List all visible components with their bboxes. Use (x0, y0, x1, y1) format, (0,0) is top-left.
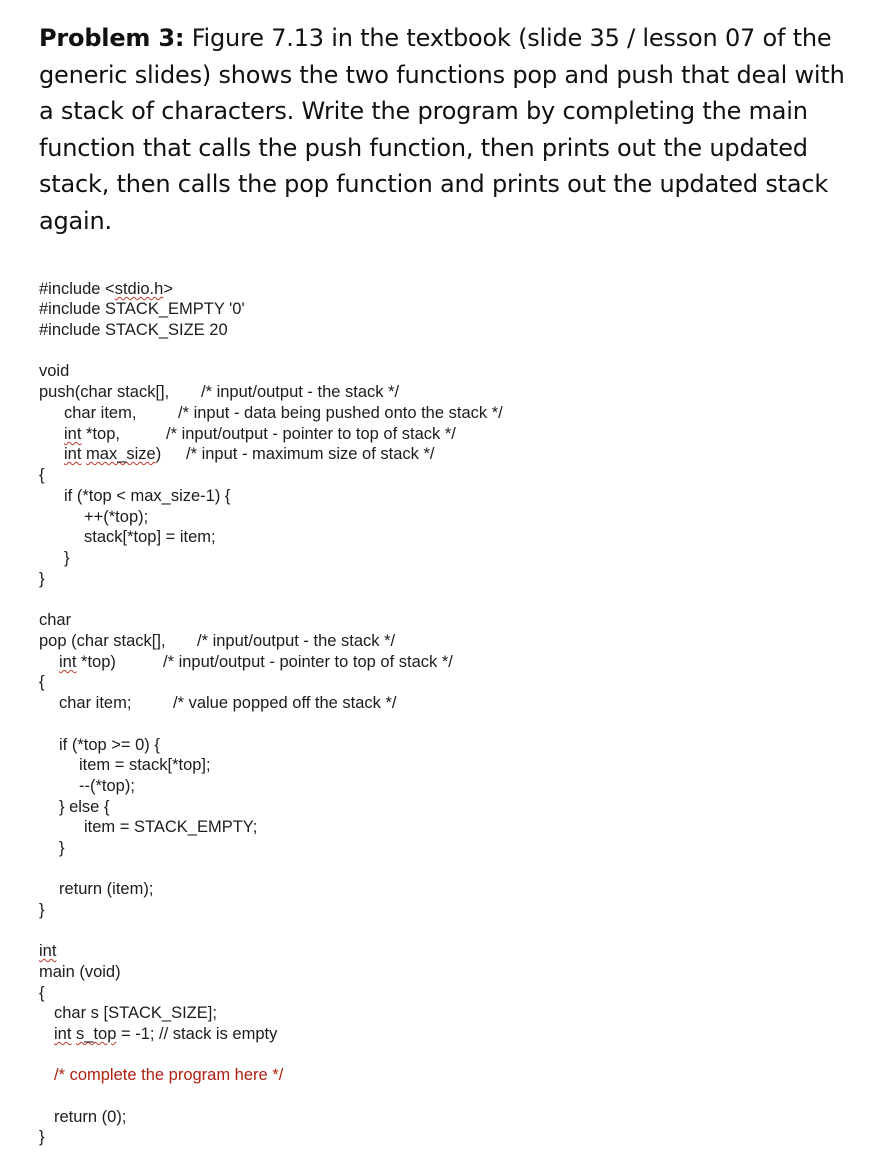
spell-underline: int (64, 425, 82, 443)
code-line-include-stack-size: #include STACK_SIZE 20 (39, 321, 228, 339)
code-line-void: void (39, 362, 70, 380)
code-line-return-item: return (item); (59, 880, 154, 898)
code-line-assign-item: stack[*top] = item; (84, 528, 216, 546)
code-line-else: } else { (59, 798, 110, 816)
code-line-if-top: if (*top < max_size-1) { (64, 487, 231, 505)
code-line-brace-close: } (39, 1128, 45, 1146)
code-line-brace-open: { (39, 466, 45, 484)
code-line-read-item: item = stack[*top]; (79, 756, 211, 774)
code-line-param-top: int *top, (64, 425, 120, 443)
code-line-param-item: char item, (64, 404, 137, 422)
code-line-push-signature: push(char stack[], (39, 383, 170, 401)
code-line-brace-close: } (39, 901, 45, 919)
code-line-include-stack-empty: #include STACK_EMPTY '0' (39, 300, 245, 318)
code-comment: /* value popped off the stack */ (173, 694, 397, 712)
code-line-stack-decl: char s [STACK_SIZE]; (54, 1004, 217, 1022)
code-line-brace-close: } (39, 570, 45, 588)
code-line-pop-signature: pop (char stack[], (39, 632, 166, 650)
spell-underline: int (59, 653, 77, 671)
code-line-int (39, 941, 56, 961)
code-line-decrement: --(*top); (79, 777, 135, 795)
code-comment: /* input/output - the stack */ (201, 383, 400, 401)
code-line-brace-close: } (64, 549, 70, 567)
spell-underline: max_size (86, 445, 156, 463)
code-comment: /* input - maximum size of stack */ (186, 445, 435, 463)
code-line-return-zero: return (0); (54, 1108, 127, 1126)
code-line-stop-decl: int s_top = -1; // stack is empty (54, 1025, 278, 1043)
code-line-increment: ++(*top); (84, 508, 149, 526)
code-line-brace-open: { (39, 673, 45, 691)
code-line-param-top: int *top) (59, 653, 116, 671)
code-line-include-stdio: #include <stdio.h> (39, 280, 173, 298)
spell-underline: stdio.h (114, 280, 164, 298)
problem-text: Figure 7.13 in the textbook (slide 35 / lesson 07 of the generic slides) shows the two functions pop and push that deal with a stack of characters. Write the program by completing the main function that calls the push function, then prints out the updated stack, then calls the pop function and prints out the updated stack again. (39, 24, 845, 235)
code-line-todo-comment: /* complete the program here */ (54, 1066, 284, 1084)
code-line-main-signature: main (void) (39, 963, 121, 981)
problem-label: Problem 3: (39, 24, 185, 52)
code-comment: /* input/output - pointer to top of stack */ (166, 425, 456, 443)
code-line-param-max-size: int max_size) (64, 445, 162, 463)
code-line-char: char (39, 611, 72, 629)
spell-underline: s_top (76, 1025, 117, 1043)
spell-underline: int (64, 445, 82, 463)
code-line-if-nonempty: if (*top >= 0) { (59, 736, 160, 754)
code-line-item-empty: item = STACK_EMPTY; (84, 818, 258, 836)
code-line-brace-open: { (39, 984, 45, 1002)
code-line-brace-close: } (59, 839, 65, 857)
code-comment: /* input/output - pointer to top of stack */ (163, 653, 453, 671)
spell-underline: int (39, 942, 57, 960)
code-comment: /* input - data being pushed onto the stack */ (178, 404, 503, 422)
code-comment: /* input/output - the stack */ (197, 632, 396, 650)
code-line-char-item: char item; (59, 694, 132, 712)
spell-underline: int (54, 1025, 72, 1043)
